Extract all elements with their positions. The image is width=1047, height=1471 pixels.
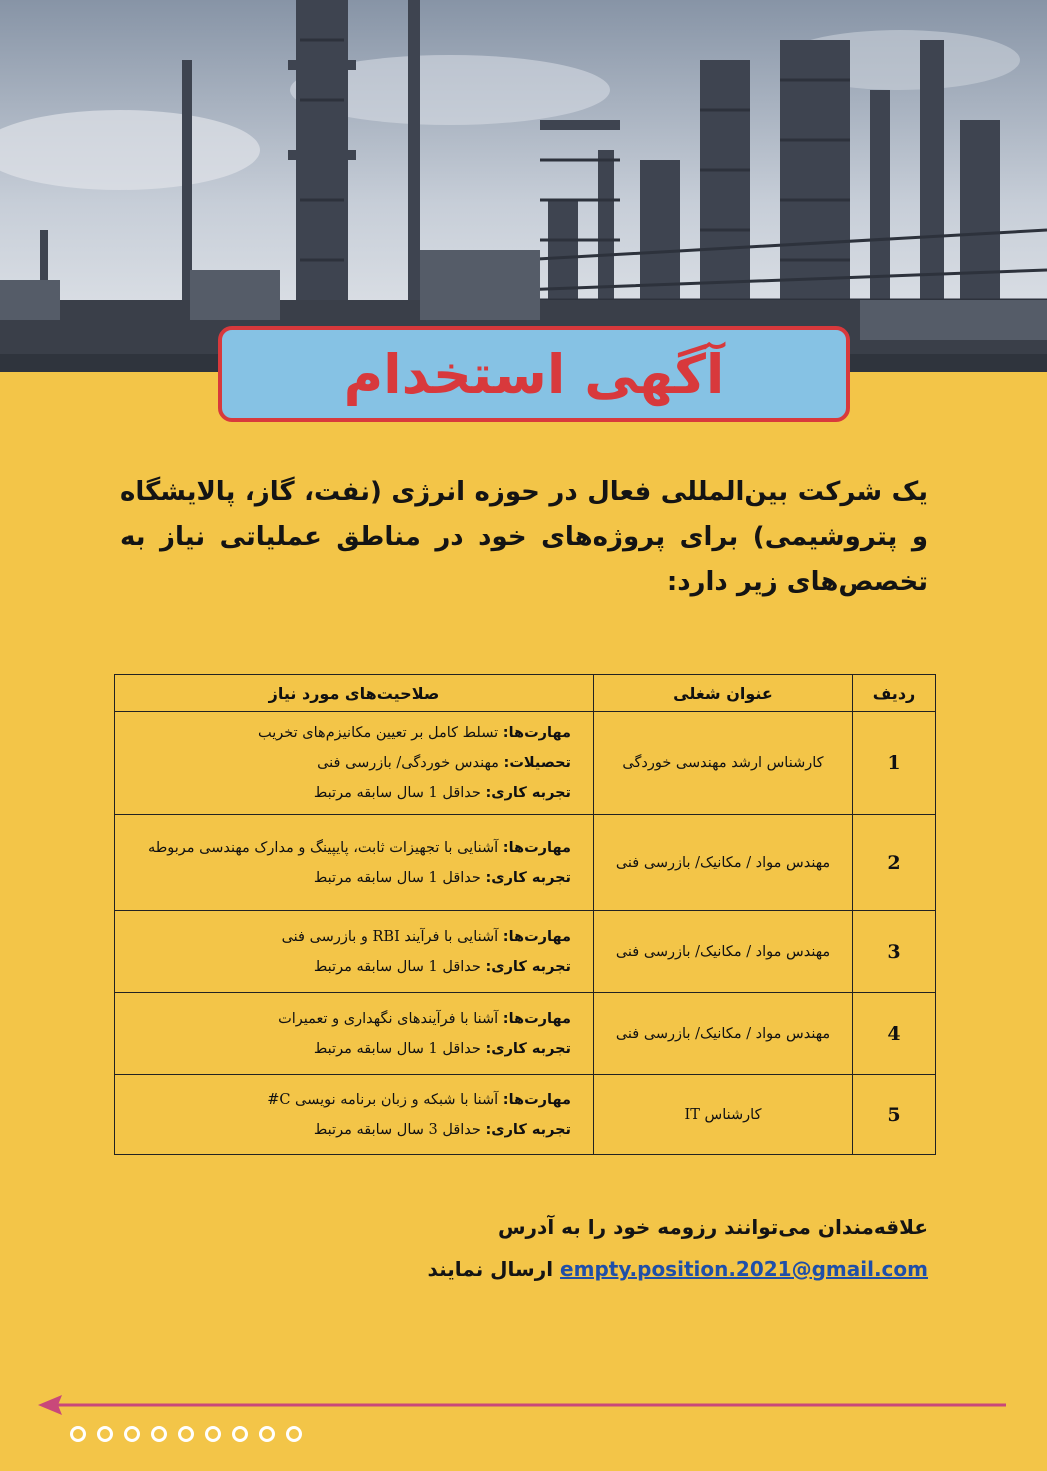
jobs-table [114,674,936,1155]
experience-label: تجربه کاری: [485,958,571,975]
skills-label: مهارت‌ها: [502,725,571,741]
skills-value: آشنا با شبکه و زبان برنامه نویسی C# [267,1091,499,1108]
table-row [115,815,936,911]
experience-label: تجربه کاری: [485,869,571,886]
row-number: 3 [853,911,936,993]
job-title: کارشناس IT [594,1075,853,1155]
skills-label: مهارت‌ها: [502,1091,571,1108]
skills-value: آشنایی با تجهیزات ثابت، پایپینگ و مدارک مهندسی مربوطه [147,839,499,856]
table-row [115,712,936,815]
header-qualifications: صلاحیت‌های مورد نیاز [115,675,594,712]
qualifications-cell [115,993,594,1075]
header-job-title: عنوان شغلی [594,675,853,712]
skills-label: مهارت‌ها: [502,1010,571,1027]
skills-value: تسلط کامل بر تعیین مکانیزم‌های تخریب [258,725,499,741]
title-banner [218,326,850,422]
row-number: 1 [853,712,936,815]
dot-icon [97,1426,113,1442]
experience-value: حداقل 3 سال سابقه مرتبط [313,1121,481,1138]
contact-text-after: ارسال نمایند [427,1257,554,1281]
dot-icon [124,1426,140,1442]
experience-label: تجربه کاری: [485,1121,571,1138]
dot-row [70,1426,302,1442]
job-title: مهندس مواد / مکانیک/ بازرسی فنی [594,815,853,911]
table-header-row [115,675,936,712]
header-row-number: ردیف [853,675,936,712]
row-number: 2 [853,815,936,911]
row-number: 5 [853,1075,936,1155]
contact-paragraph [150,1206,928,1290]
page-title: آگهی استخدام [343,342,725,406]
left-arrow-icon [36,1390,1008,1420]
qualifications-cell [115,1075,594,1155]
job-title: مهندس مواد / مکانیک/ بازرسی فنی [594,993,853,1075]
dot-icon [232,1426,248,1442]
job-title: مهندس مواد / مکانیک/ بازرسی فنی [594,911,853,993]
dot-icon [178,1426,194,1442]
table-row [115,1075,936,1155]
intro-paragraph: یک شرکت بین‌المللی فعال در حوزه انرژی (نفت، گاز، پالایشگاه و پتروشیمی) برای پروژه‌های خود در مناطق عملیاتی نیاز به تخصص‌های زیر دارد: [120,477,928,597]
education-value: مهندس خوردگی/ بازرسی فنی [317,755,499,771]
email-link[interactable]: empty.position.2021@gmail.com [560,1257,928,1281]
education-label: تحصیلات: [503,755,571,771]
dot-icon [70,1426,86,1442]
dot-icon [259,1426,275,1442]
table-row [115,911,936,993]
experience-label: تجربه کاری: [485,1040,571,1057]
contact-text-before: علاقه‌مندان می‌توانند رزومه خود را به آدرس [497,1215,928,1239]
skills-value: آشنایی با فرآیند RBI و بازرسی فنی [281,928,499,945]
refinery-photo [0,0,1047,372]
experience-value: حداقل 1 سال سابقه مرتبط [313,869,481,886]
job-title: کارشناس ارشد مهندسی خوردگی [594,712,853,815]
experience-label: تجربه کاری: [485,785,571,801]
qualifications-cell [115,815,594,911]
skills-value: آشنا با فرآیندهای نگهداری و تعمیرات [278,1010,499,1027]
dot-icon [286,1426,302,1442]
experience-value: حداقل 1 سال سابقه مرتبط [313,958,481,975]
dot-icon [151,1426,167,1442]
skills-label: مهارت‌ها: [502,839,571,856]
row-number: 4 [853,993,936,1075]
qualifications-cell [115,712,594,815]
table-row [115,993,936,1075]
experience-value: حداقل 1 سال سابقه مرتبط [313,1040,481,1057]
dot-icon [205,1426,221,1442]
experience-value: حداقل 1 سال سابقه مرتبط [313,785,481,801]
qualifications-cell [115,911,594,993]
skills-label: مهارت‌ها: [502,928,571,945]
